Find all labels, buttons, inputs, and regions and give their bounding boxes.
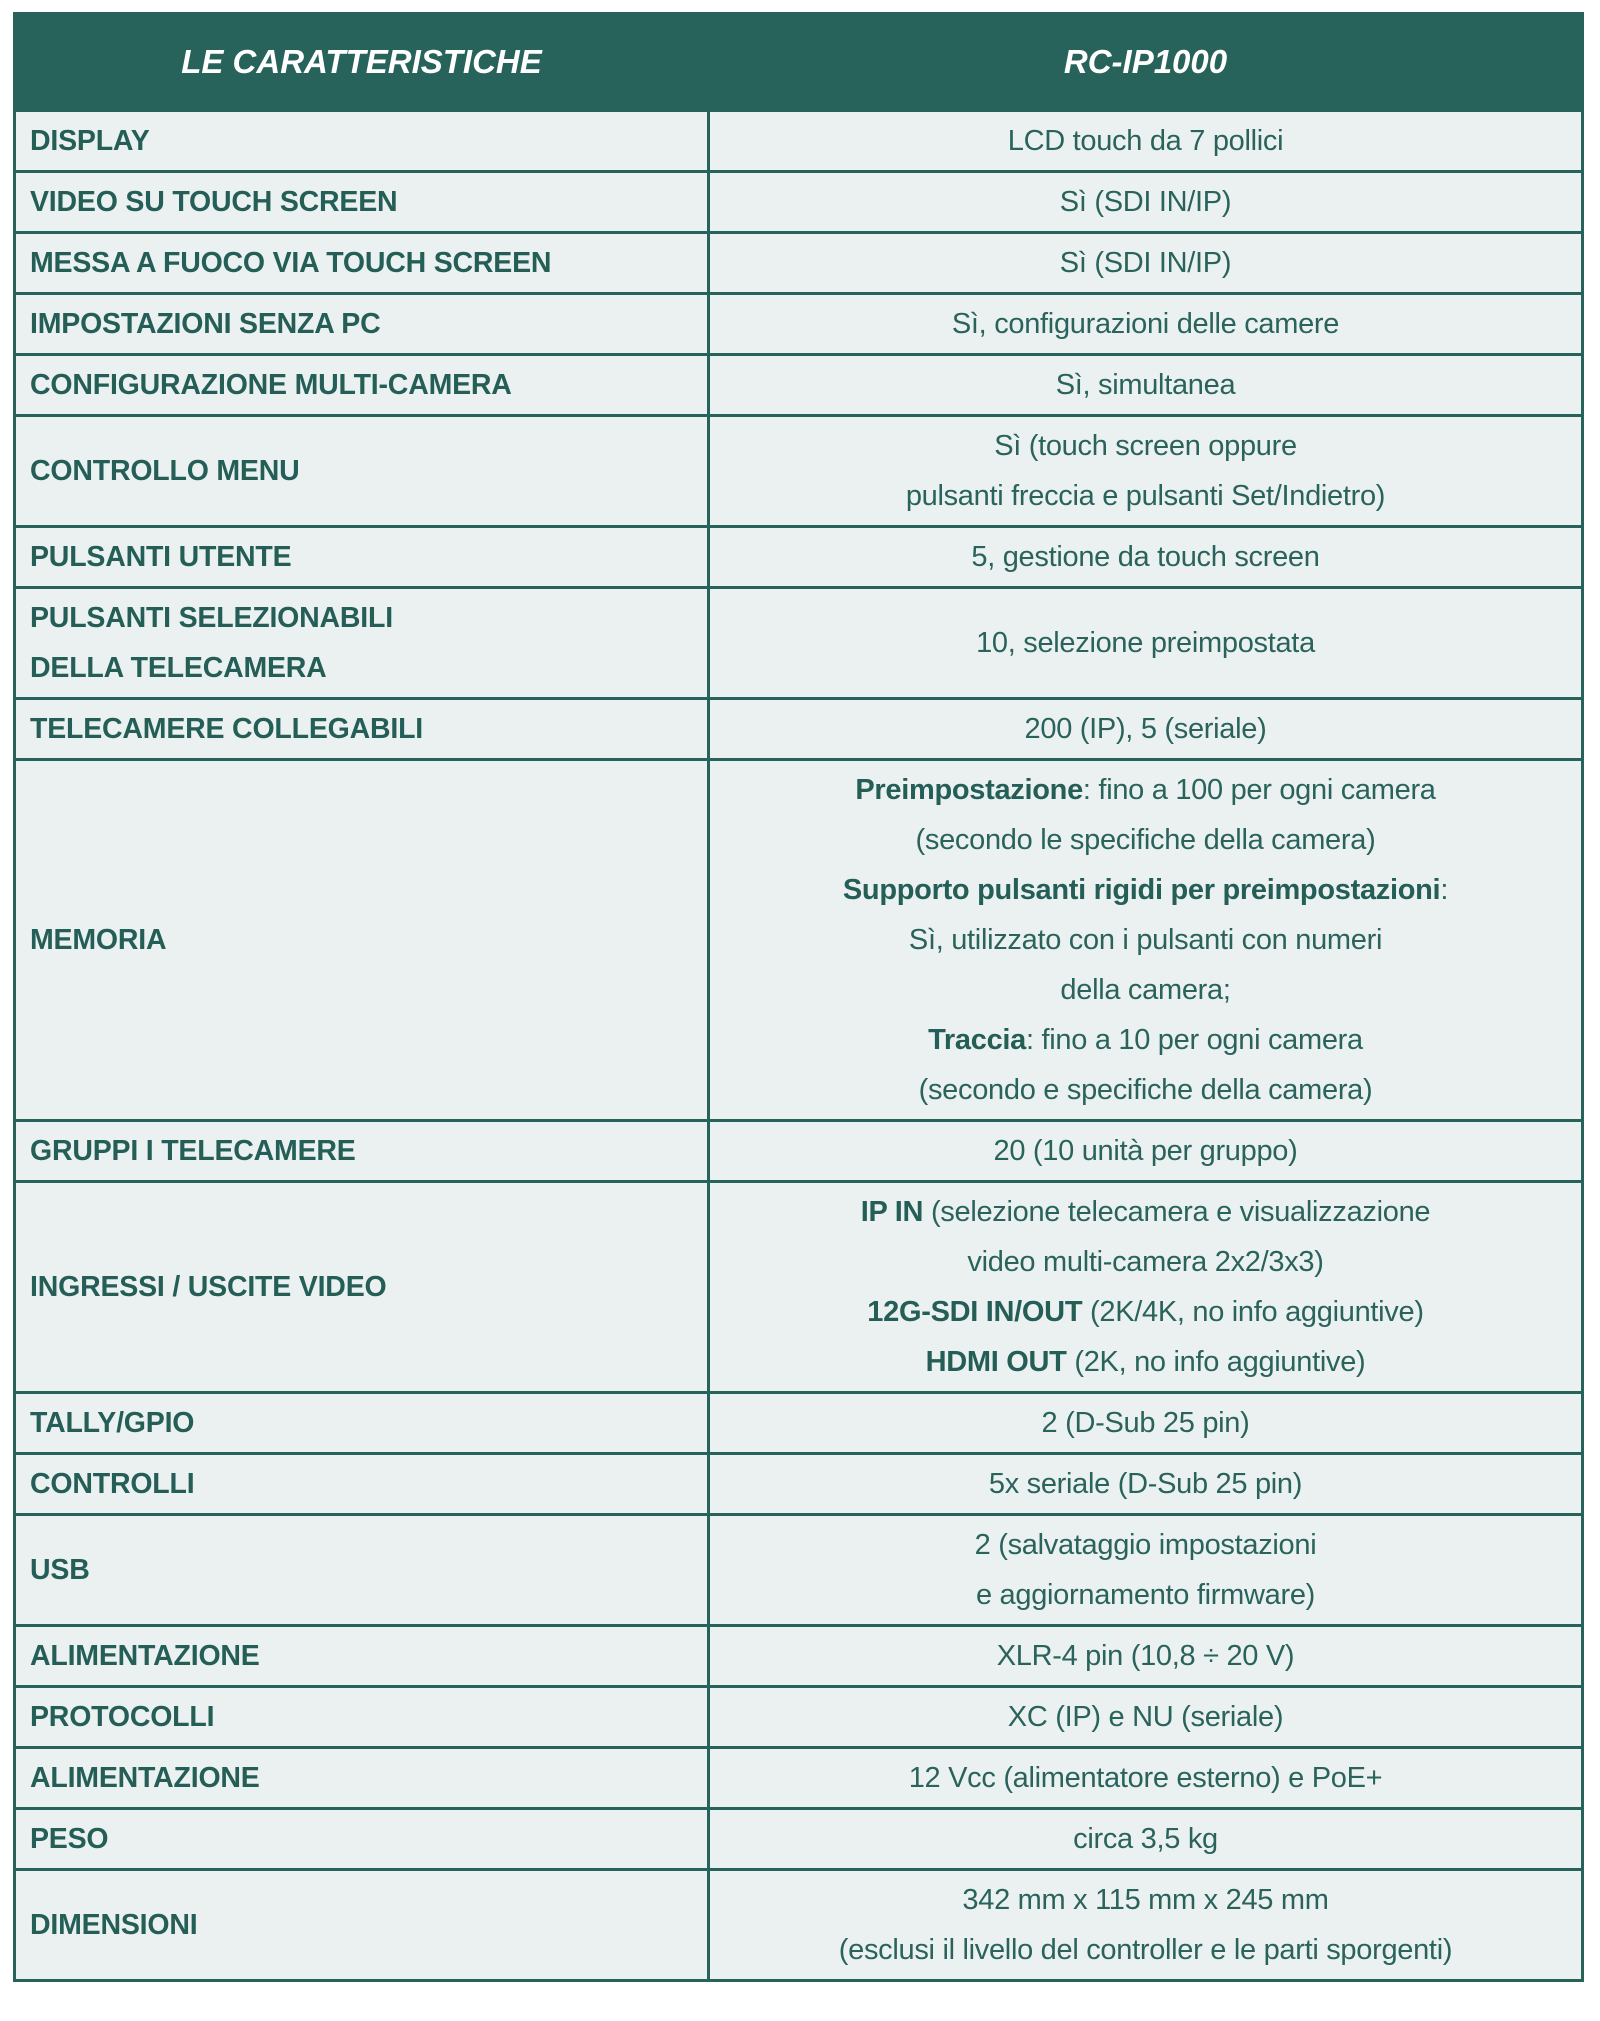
value-term-bold: HDMI OUT	[925, 1346, 1067, 1378]
feature-label: PROTOCOLLI	[30, 1701, 215, 1733]
value-line	[710, 765, 1581, 815]
feature-label: PULSANTI SELEZIONABILI	[30, 602, 393, 634]
feature-label-cell	[15, 294, 709, 355]
value-text: Sì (touch screen oppure	[994, 430, 1297, 462]
feature-value-cell	[709, 233, 1583, 294]
feature-label-cell	[15, 1393, 709, 1454]
value-line	[710, 1570, 1581, 1620]
feature-label-cell	[15, 1687, 709, 1748]
value-text: XC (IP) e NU (seriale)	[1007, 1701, 1284, 1733]
feature-label: DIMENSIONI	[30, 1909, 198, 1941]
value-line	[710, 865, 1581, 915]
table-row	[15, 1393, 1583, 1454]
feature-value-cell	[709, 172, 1583, 233]
feature-label: ALIMENTAZIONE	[30, 1762, 260, 1794]
value-text: (2K, no info aggiuntive)	[1066, 1346, 1366, 1378]
value-text: pulsanti freccia e pulsanti Set/Indietro)	[905, 480, 1386, 512]
feature-label: PESO	[30, 1823, 109, 1855]
value-text: 2 (D-Sub 25 pin)	[1041, 1407, 1250, 1439]
value-line	[710, 1692, 1581, 1742]
table-header	[15, 14, 1583, 111]
feature-value-cell	[709, 1626, 1583, 1687]
feature-label: TELECAMERE COLLEGABILI	[30, 713, 424, 745]
value-line	[710, 1925, 1581, 1975]
table-row	[15, 1454, 1583, 1515]
value-line	[710, 471, 1581, 521]
feature-label: INGRESSI / USCITE VIDEO	[30, 1271, 387, 1303]
feature-label-cell	[15, 760, 709, 1121]
value-text: (esclusi il livello del controller e le parti sporgenti)	[838, 1934, 1453, 1966]
feature-label-cell	[15, 1626, 709, 1687]
table-row	[15, 1121, 1583, 1182]
value-text: 2 (salvataggio impostazioni	[974, 1529, 1317, 1561]
value-line	[710, 1814, 1581, 1864]
value-line	[710, 299, 1581, 349]
feature-label: PULSANTI UTENTE	[30, 541, 292, 573]
value-term-bold: Traccia	[928, 1024, 1026, 1056]
feature-label: USB	[30, 1554, 90, 1586]
value-text: circa 3,5 kg	[1073, 1823, 1218, 1855]
table-row	[15, 1870, 1583, 1981]
feature-label-cell	[15, 1515, 709, 1626]
feature-label: GRUPPI I TELECAMERE	[30, 1135, 356, 1167]
value-line	[710, 1520, 1581, 1570]
feature-label: MESSA A FUOCO VIA TOUCH SCREEN	[30, 247, 552, 279]
value-line	[710, 177, 1581, 227]
feature-label-cell	[15, 1121, 709, 1182]
table-row	[15, 294, 1583, 355]
feature-value-cell	[709, 1393, 1583, 1454]
value-line	[710, 1631, 1581, 1681]
table-row	[15, 172, 1583, 233]
feature-label: DISPLAY	[30, 125, 150, 157]
feature-label-cell	[15, 1748, 709, 1809]
value-term-bold: Preimpostazione	[855, 774, 1083, 806]
value-line	[710, 965, 1581, 1015]
value-text: : fino a 10 per ogni camera	[1025, 1024, 1363, 1056]
value-term-bold: IP IN	[860, 1196, 924, 1228]
value-line	[710, 704, 1581, 754]
value-text: e aggiornamento firmware)	[975, 1579, 1316, 1611]
value-text: 342 mm x 115 mm x 245 mm	[962, 1884, 1329, 1916]
value-text: (secondo le specifiche della camera)	[915, 824, 1376, 856]
feature-value-cell	[709, 527, 1583, 588]
feature-label-cell	[15, 588, 709, 699]
feature-value-cell	[709, 416, 1583, 527]
value-line	[710, 1065, 1581, 1115]
feature-label-cell	[15, 416, 709, 527]
table-row	[15, 699, 1583, 760]
value-line	[710, 915, 1581, 965]
value-text: XLR-4 pin (10,8 ÷ 20 V)	[996, 1640, 1295, 1672]
value-text: 12 Vcc (alimentatore esterno) e PoE+	[908, 1762, 1383, 1794]
table-row	[15, 416, 1583, 527]
value-line	[710, 421, 1581, 471]
table-row	[15, 1515, 1583, 1626]
value-text: della camera;	[1060, 974, 1231, 1006]
feature-label: TALLY/GPIO	[30, 1407, 195, 1439]
value-line	[710, 1187, 1581, 1237]
value-line	[710, 618, 1581, 668]
value-text: 200 (IP), 5 (seriale)	[1024, 713, 1267, 745]
table-row	[15, 1182, 1583, 1393]
feature-label-cell	[15, 527, 709, 588]
feature-label: IMPOSTAZIONI SENZA PC	[30, 308, 381, 340]
value-line	[710, 815, 1581, 865]
value-term-bold: 12G-SDI IN/OUT	[867, 1296, 1083, 1328]
value-line	[710, 1337, 1581, 1387]
value-text: 5x seriale (D-Sub 25 pin)	[988, 1468, 1303, 1500]
feature-value-cell	[709, 294, 1583, 355]
feature-label: CONTROLLO MENU	[30, 455, 300, 487]
feature-label-cell	[15, 355, 709, 416]
value-text: Sì, configurazioni delle camere	[951, 308, 1340, 340]
feature-label: CONFIGURAZIONE MULTI-CAMERA	[30, 369, 512, 401]
header-model-column: RC-IP1000	[709, 14, 1583, 111]
table-row	[15, 355, 1583, 416]
feature-value-cell	[709, 1515, 1583, 1626]
value-text: Sì (SDI IN/IP)	[1059, 186, 1232, 218]
table-row	[15, 588, 1583, 699]
feature-label: DELLA TELECAMERA	[30, 652, 327, 684]
feature-label-cell	[15, 1182, 709, 1393]
table-row	[15, 233, 1583, 294]
header-feature-column: LE CARATTERISTICHE	[15, 14, 709, 111]
feature-label-cell	[15, 111, 709, 172]
value-text: 20 (10 unità per gruppo)	[993, 1135, 1298, 1167]
value-text: Sì (SDI IN/IP)	[1059, 247, 1232, 279]
feature-value-cell	[709, 1454, 1583, 1515]
value-text: Sì, utilizzato con i pulsanti con numeri	[908, 924, 1383, 956]
value-line	[710, 1126, 1581, 1176]
value-text: video multi-camera 2x2/3x3)	[967, 1246, 1324, 1278]
value-text: 10, selezione preimpostata	[976, 627, 1315, 659]
feature-label-cell	[15, 1870, 709, 1981]
value-line	[710, 1015, 1581, 1065]
feature-label-cell	[15, 1454, 709, 1515]
feature-value-cell	[709, 355, 1583, 416]
feature-value-cell	[709, 588, 1583, 699]
feature-value-cell	[709, 1182, 1583, 1393]
feature-label-cell	[15, 1809, 709, 1870]
feature-value-cell	[709, 1870, 1583, 1981]
table-row	[15, 760, 1583, 1121]
value-text: (2K/4K, no info aggiuntive)	[1082, 1296, 1424, 1328]
feature-label-cell	[15, 699, 709, 760]
feature-label-cell	[15, 172, 709, 233]
value-line	[710, 532, 1581, 582]
value-text: LCD touch da 7 pollici	[1007, 125, 1284, 157]
spec-table	[13, 12, 1584, 1982]
value-line	[710, 1459, 1581, 1509]
value-text: Sì, simultanea	[1055, 369, 1236, 401]
table-row	[15, 111, 1583, 172]
feature-value-cell	[709, 1809, 1583, 1870]
value-line	[710, 1753, 1581, 1803]
feature-value-cell	[709, 1687, 1583, 1748]
value-line	[710, 1398, 1581, 1448]
table-row	[15, 1809, 1583, 1870]
feature-value-cell	[709, 699, 1583, 760]
table-body	[15, 111, 1583, 1981]
table-row	[15, 1626, 1583, 1687]
feature-label: CONTROLLI	[30, 1468, 195, 1500]
feature-label: VIDEO SU TOUCH SCREEN	[30, 186, 398, 218]
value-line	[710, 116, 1581, 166]
table-row	[15, 527, 1583, 588]
header-row	[15, 14, 1583, 111]
value-line	[710, 360, 1581, 410]
feature-label: ALIMENTAZIONE	[30, 1640, 260, 1672]
table-row	[15, 1687, 1583, 1748]
feature-value-cell	[709, 760, 1583, 1121]
feature-value-cell	[709, 111, 1583, 172]
value-text: :	[1440, 874, 1449, 906]
feature-label-cell	[15, 233, 709, 294]
value-line	[710, 1287, 1581, 1337]
value-text: : fino a 100 per ogni camera	[1082, 774, 1436, 806]
value-text: (secondo e specifiche della camera)	[918, 1074, 1373, 1106]
value-line	[710, 1875, 1581, 1925]
value-term-bold: Supporto pulsanti rigidi per preimpostazioni	[842, 874, 1441, 906]
value-line	[710, 1237, 1581, 1287]
value-text: (selezione telecamera e visualizzazione	[923, 1196, 1431, 1228]
feature-value-cell	[709, 1121, 1583, 1182]
feature-label: MEMORIA	[30, 924, 167, 956]
feature-value-cell	[709, 1748, 1583, 1809]
value-text: 5, gestione da touch screen	[971, 541, 1320, 573]
value-line	[710, 238, 1581, 288]
table-row	[15, 1748, 1583, 1809]
